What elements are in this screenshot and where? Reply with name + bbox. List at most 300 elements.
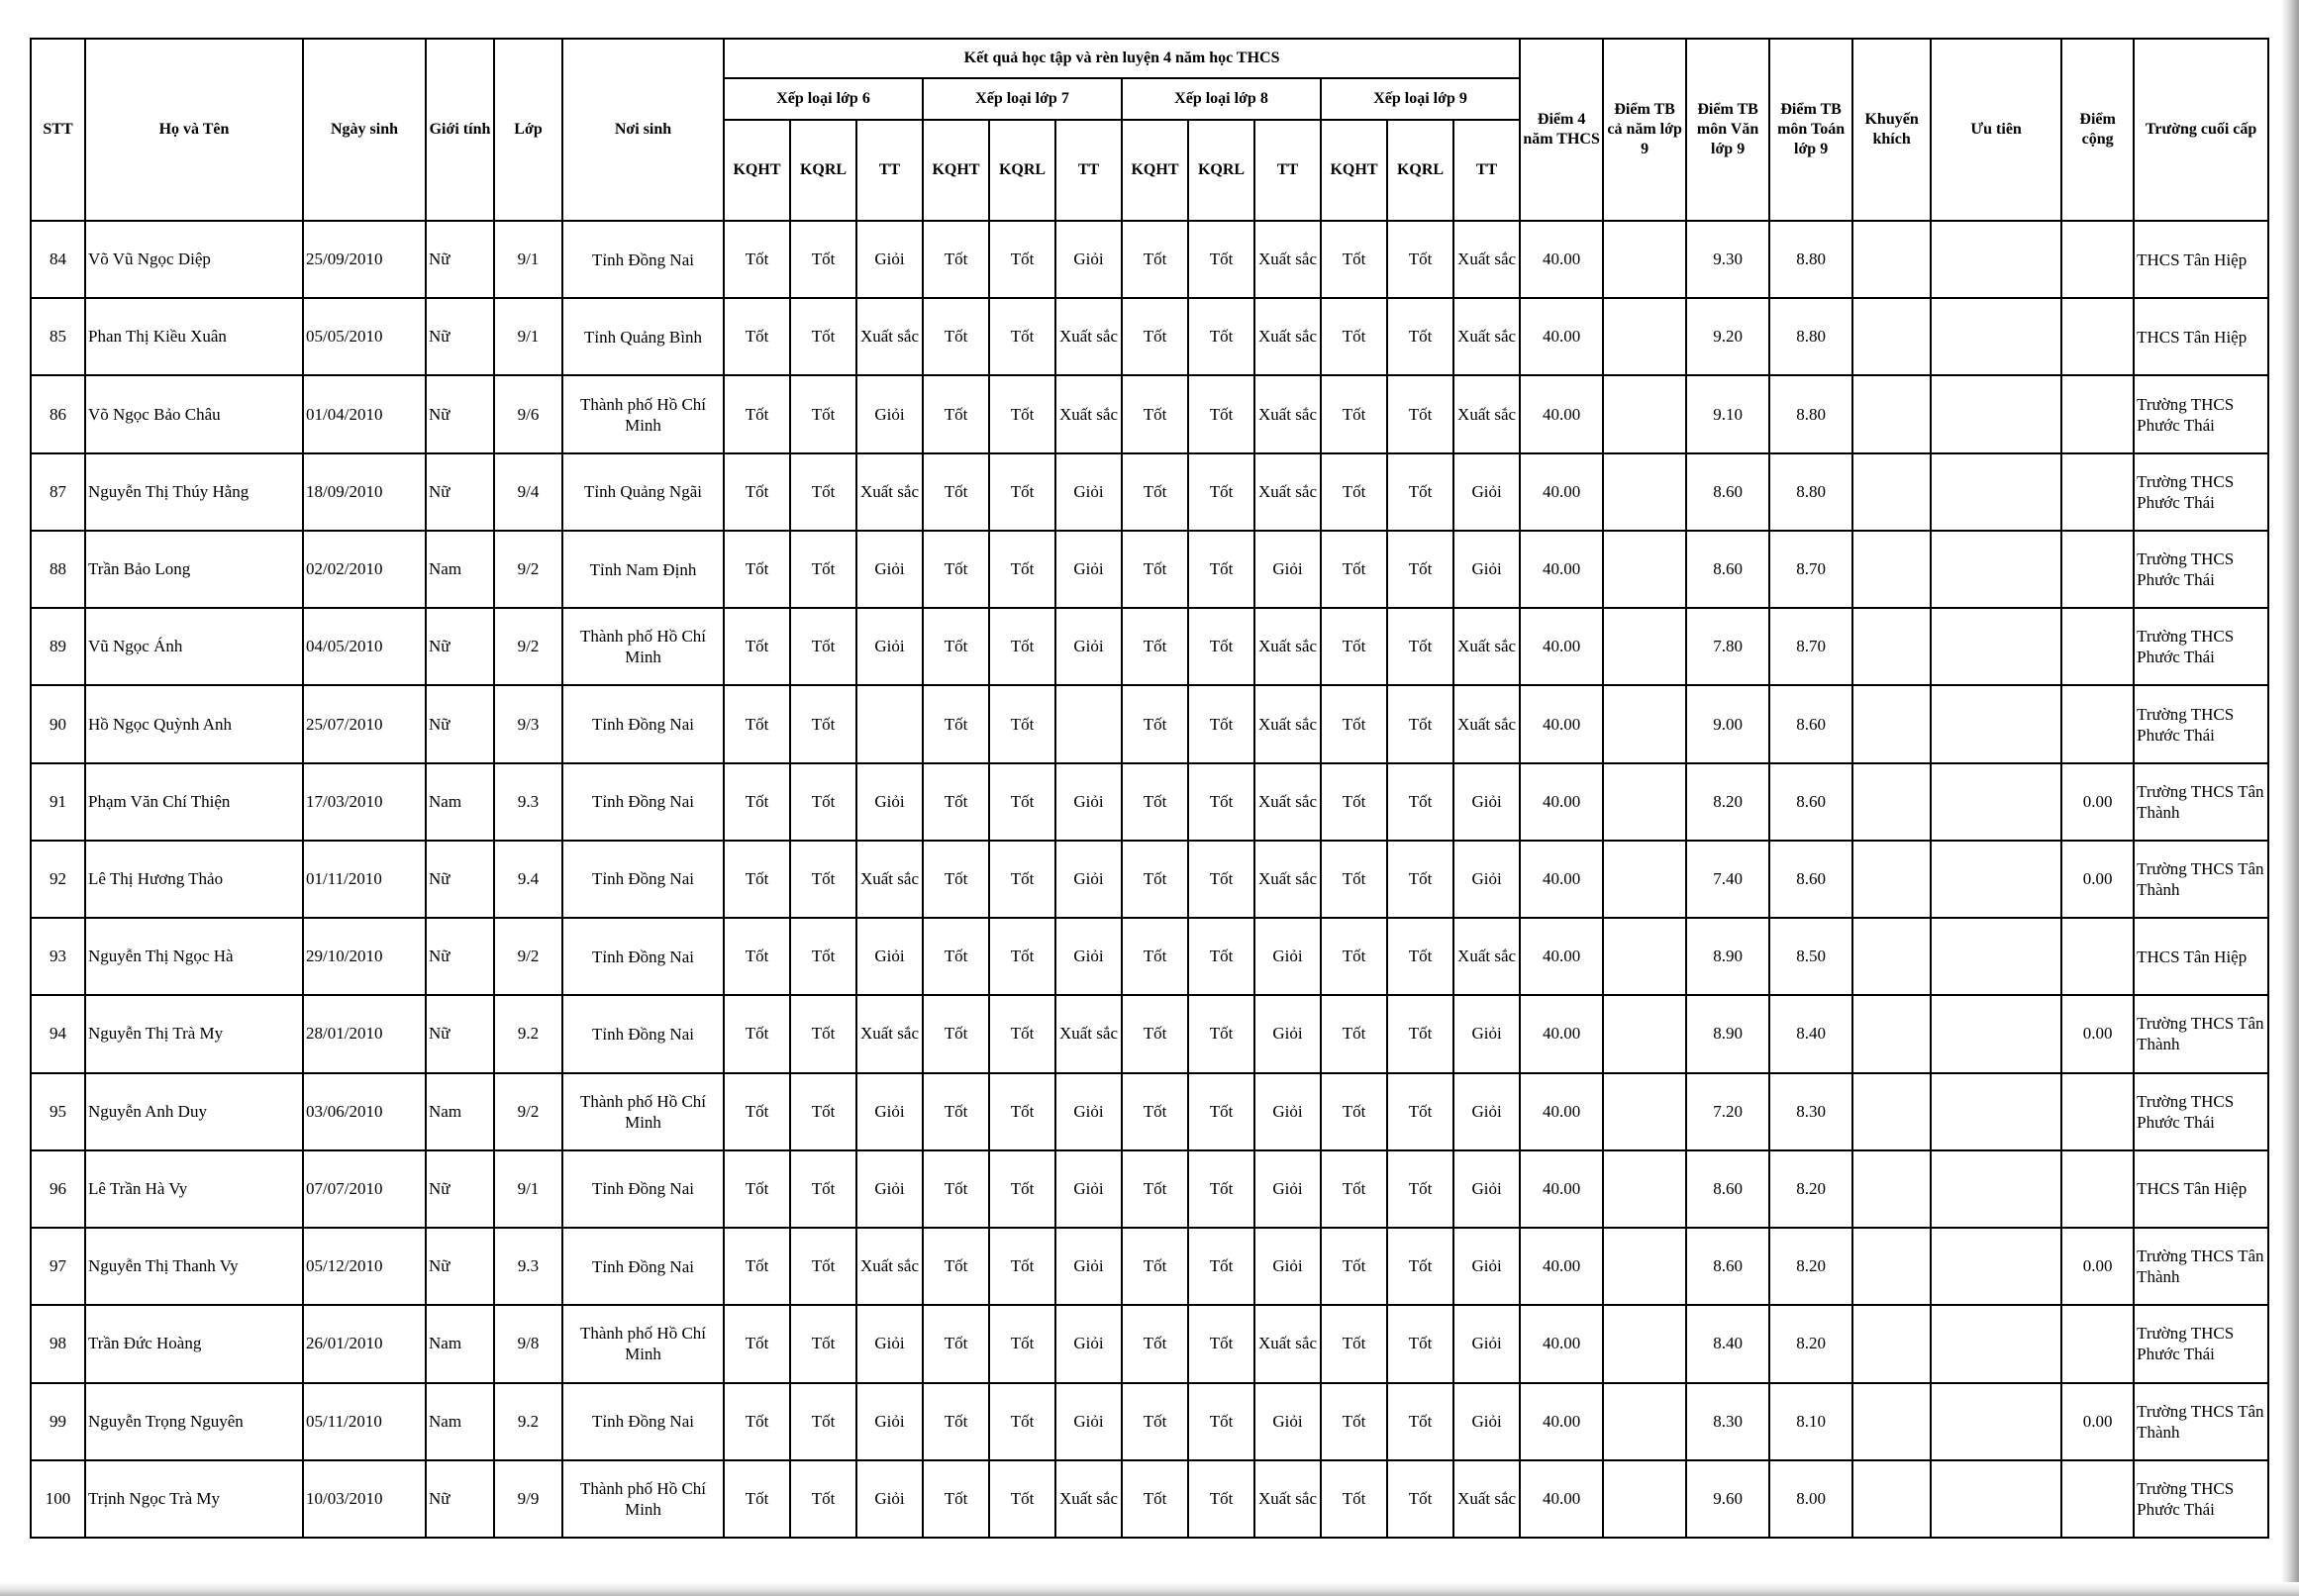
row-g8-kqrl: Tốt [1188, 1228, 1254, 1305]
row-g9-tt: Xuất sắc [1453, 298, 1520, 375]
row-priority [1931, 1228, 2061, 1305]
row-avg-lit9: 8.20 [1686, 763, 1769, 841]
row-g9-kqrl: Tốt [1387, 685, 1453, 762]
row-g9-kqht: Tốt [1321, 375, 1387, 452]
row-g8-kqrl: Tốt [1188, 1460, 1254, 1538]
row-avg-lit9: 7.80 [1686, 608, 1769, 685]
header-row-1 [31, 39, 2268, 78]
table-row [31, 1383, 2268, 1460]
row-g8-tt: Xuất sắc [1254, 1460, 1321, 1538]
row-score4: 40.00 [1520, 1383, 1603, 1460]
row-priority [1931, 1073, 2061, 1150]
header-grade6: Xếp loại lớp 6 [724, 78, 923, 120]
row-bonus [2061, 608, 2134, 685]
row-priority [1931, 995, 2061, 1072]
row-school: THCS Tân Hiệp [2134, 918, 2268, 995]
row-avg-math9: 8.80 [1769, 298, 1852, 375]
row-encourage [1852, 685, 1931, 762]
row-score4: 40.00 [1520, 1150, 1603, 1228]
row-g7-tt [1055, 685, 1122, 762]
row-stt: 100 [31, 1460, 85, 1538]
row-score4: 40.00 [1520, 453, 1603, 531]
row-birthplace: Tỉnh Đồng Nai [562, 1383, 724, 1460]
header-name: Họ và Tên [85, 39, 303, 221]
row-g7-kqrl: Tốt [989, 608, 1055, 685]
table-row [31, 531, 2268, 608]
row-encourage [1852, 375, 1931, 452]
row-priority [1931, 763, 2061, 841]
row-class: 9/2 [494, 1073, 562, 1150]
row-g8-tt: Giỏi [1254, 1383, 1321, 1460]
row-g7-tt: Giỏi [1055, 1383, 1122, 1460]
row-name: Nguyễn Anh Duy [85, 1073, 303, 1150]
row-g8-kqrl: Tốt [1188, 1150, 1254, 1228]
row-g9-kqrl: Tốt [1387, 1305, 1453, 1382]
row-gender: Nữ [426, 995, 494, 1072]
row-g8-kqht: Tốt [1122, 1073, 1188, 1150]
row-avg-math9: 8.00 [1769, 1460, 1852, 1538]
row-g8-kqrl: Tốt [1188, 1383, 1254, 1460]
header-kqrl: KQRL [1188, 120, 1254, 221]
row-g9-kqht: Tốt [1321, 1383, 1387, 1460]
row-name: Phạm Văn Chí Thiện [85, 763, 303, 841]
row-g8-tt: Xuất sắc [1254, 685, 1321, 762]
table-row [31, 375, 2268, 452]
header-dob: Ngày sinh [303, 39, 426, 221]
row-dob: 28/01/2010 [303, 995, 426, 1072]
row-name: Võ Vũ Ngọc Diệp [85, 221, 303, 298]
row-name: Lê Thị Hương Thảo [85, 841, 303, 918]
row-score4: 40.00 [1520, 1228, 1603, 1305]
row-score4: 40.00 [1520, 995, 1603, 1072]
row-g6-tt: Xuất sắc [856, 841, 923, 918]
table-row [31, 1305, 2268, 1382]
row-g9-tt: Giỏi [1453, 1150, 1520, 1228]
row-name: Trần Đức Hoàng [85, 1305, 303, 1382]
row-gender: Nữ [426, 841, 494, 918]
row-g9-kqht: Tốt [1321, 1228, 1387, 1305]
row-g9-tt: Giỏi [1453, 1305, 1520, 1382]
row-priority [1931, 685, 2061, 762]
header-avg-lit9: Điểm TB môn Văn lớp 9 [1686, 39, 1769, 221]
row-avg-lit9: 8.90 [1686, 918, 1769, 995]
row-avg-lit9: 9.00 [1686, 685, 1769, 762]
row-priority [1931, 918, 2061, 995]
row-g6-kqht: Tốt [724, 1460, 790, 1538]
row-class: 9.3 [494, 763, 562, 841]
table-row [31, 1073, 2268, 1150]
row-gender: Nam [426, 1383, 494, 1460]
row-g9-kqrl: Tốt [1387, 221, 1453, 298]
row-avg-lit9: 8.60 [1686, 531, 1769, 608]
row-encourage [1852, 453, 1931, 531]
row-g6-kqht: Tốt [724, 298, 790, 375]
header-bonus: Điểm cộng [2061, 39, 2134, 221]
row-avg-math9: 8.40 [1769, 995, 1852, 1072]
row-g6-kqrl: Tốt [790, 1383, 856, 1460]
row-g7-kqrl: Tốt [989, 453, 1055, 531]
row-g7-kqht: Tốt [923, 1383, 989, 1460]
row-g8-kqht: Tốt [1122, 1383, 1188, 1460]
row-score4: 40.00 [1520, 375, 1603, 452]
row-bonus [2061, 453, 2134, 531]
row-g7-kqrl: Tốt [989, 1073, 1055, 1150]
row-g6-tt: Giỏi [856, 531, 923, 608]
row-g9-kqht: Tốt [1321, 1305, 1387, 1382]
row-g9-tt: Xuất sắc [1453, 1460, 1520, 1538]
row-g7-tt: Xuất sắc [1055, 375, 1122, 452]
row-name: Phan Thị Kiều Xuân [85, 298, 303, 375]
header-kqht: KQHT [1122, 120, 1188, 221]
row-stt: 95 [31, 1073, 85, 1150]
row-avg-math9: 8.20 [1769, 1305, 1852, 1382]
row-class: 9/9 [494, 1460, 562, 1538]
row-stt: 92 [31, 841, 85, 918]
row-dob: 25/07/2010 [303, 685, 426, 762]
row-school: Trường THCS Phước Thái [2134, 1073, 2268, 1150]
row-gender: Nữ [426, 608, 494, 685]
row-g6-kqrl: Tốt [790, 453, 856, 531]
row-g6-tt [856, 685, 923, 762]
header-tt: TT [1055, 120, 1122, 221]
row-birthplace: Thành phố Hồ Chí Minh [562, 1305, 724, 1382]
table-row [31, 608, 2268, 685]
row-avg-lit9: 9.30 [1686, 221, 1769, 298]
row-g8-tt: Xuất sắc [1254, 608, 1321, 685]
row-name: Nguyễn Thị Ngọc Hà [85, 918, 303, 995]
row-dob: 07/07/2010 [303, 1150, 426, 1228]
row-class: 9.3 [494, 1228, 562, 1305]
row-g9-kqrl: Tốt [1387, 918, 1453, 995]
row-bonus: 0.00 [2061, 1383, 2134, 1460]
row-g8-kqht: Tốt [1122, 1150, 1188, 1228]
row-dob: 03/06/2010 [303, 1073, 426, 1150]
row-g7-kqht: Tốt [923, 1073, 989, 1150]
row-school: THCS Tân Hiệp [2134, 221, 2268, 298]
row-g8-tt: Xuất sắc [1254, 1305, 1321, 1382]
row-g8-tt: Xuất sắc [1254, 375, 1321, 452]
row-gender: Nữ [426, 1460, 494, 1538]
row-score4: 40.00 [1520, 1305, 1603, 1382]
row-g8-kqht: Tốt [1122, 763, 1188, 841]
row-g6-kqht: Tốt [724, 531, 790, 608]
row-encourage [1852, 995, 1931, 1072]
row-g6-tt: Giỏi [856, 221, 923, 298]
table-row [31, 1150, 2268, 1228]
row-g6-kqht: Tốt [724, 763, 790, 841]
row-g6-kqrl: Tốt [790, 1460, 856, 1538]
row-g9-tt: Giỏi [1453, 995, 1520, 1072]
header-results-group: Kết quả học tập và rèn luyện 4 năm học THCS [724, 39, 1520, 78]
row-g6-tt: Xuất sắc [856, 1228, 923, 1305]
row-school: THCS Tân Hiệp [2134, 298, 2268, 375]
row-g8-kqht: Tốt [1122, 608, 1188, 685]
row-g9-kqht: Tốt [1321, 995, 1387, 1072]
row-g7-kqrl: Tốt [989, 1383, 1055, 1460]
row-birthplace: Tỉnh Đồng Nai [562, 763, 724, 841]
row-g6-kqrl: Tốt [790, 1150, 856, 1228]
row-stt: 84 [31, 221, 85, 298]
row-g7-kqht: Tốt [923, 1228, 989, 1305]
row-g9-tt: Giỏi [1453, 1228, 1520, 1305]
row-g8-kqht: Tốt [1122, 1228, 1188, 1305]
row-class: 9/6 [494, 375, 562, 452]
row-avg-math9: 8.50 [1769, 918, 1852, 995]
row-birthplace: Tỉnh Quảng Ngãi [562, 453, 724, 531]
row-encourage [1852, 841, 1931, 918]
row-g9-kqht: Tốt [1321, 1073, 1387, 1150]
row-encourage [1852, 298, 1931, 375]
row-school: Trường THCS Phước Thái [2134, 685, 2268, 762]
row-g9-kqht: Tốt [1321, 763, 1387, 841]
row-priority [1931, 608, 2061, 685]
row-name: Nguyễn Thị Thanh Vy [85, 1228, 303, 1305]
row-g7-tt: Giỏi [1055, 221, 1122, 298]
header-kqht: KQHT [923, 120, 989, 221]
row-stt: 90 [31, 685, 85, 762]
row-g6-kqht: Tốt [724, 1073, 790, 1150]
row-class: 9/3 [494, 685, 562, 762]
row-g9-kqrl: Tốt [1387, 1150, 1453, 1228]
row-avg-math9: 8.80 [1769, 375, 1852, 452]
row-score4: 40.00 [1520, 685, 1603, 762]
row-g8-tt: Xuất sắc [1254, 221, 1321, 298]
row-g8-kqrl: Tốt [1188, 375, 1254, 452]
row-g8-kqht: Tốt [1122, 841, 1188, 918]
row-encourage [1852, 1383, 1931, 1460]
row-g7-tt: Xuất sắc [1055, 298, 1122, 375]
row-avg-math9: 8.70 [1769, 531, 1852, 608]
row-g8-kqrl: Tốt [1188, 221, 1254, 298]
row-dob: 05/12/2010 [303, 1228, 426, 1305]
row-g7-kqht: Tốt [923, 221, 989, 298]
row-g8-kqht: Tốt [1122, 375, 1188, 452]
row-class: 9.2 [494, 995, 562, 1072]
row-g9-kqht: Tốt [1321, 1150, 1387, 1228]
row-stt: 96 [31, 1150, 85, 1228]
header-kqrl: KQRL [1387, 120, 1453, 221]
row-g6-kqrl: Tốt [790, 763, 856, 841]
row-name: Vũ Ngọc Ánh [85, 608, 303, 685]
row-g9-tt: Xuất sắc [1453, 608, 1520, 685]
row-priority [1931, 453, 2061, 531]
row-g8-kqht: Tốt [1122, 453, 1188, 531]
row-g7-tt: Giỏi [1055, 608, 1122, 685]
row-g7-tt: Xuất sắc [1055, 995, 1122, 1072]
row-g7-kqrl: Tốt [989, 221, 1055, 298]
row-score4: 40.00 [1520, 841, 1603, 918]
header-school: Trường cuối cấp [2134, 39, 2268, 221]
row-g6-kqht: Tốt [724, 221, 790, 298]
row-g8-kqrl: Tốt [1188, 841, 1254, 918]
row-g7-kqht: Tốt [923, 841, 989, 918]
row-gender: Nam [426, 763, 494, 841]
row-g6-tt: Giỏi [856, 375, 923, 452]
row-birthplace: Tỉnh Đồng Nai [562, 841, 724, 918]
row-g6-kqht: Tốt [724, 918, 790, 995]
row-avg-lit9: 9.10 [1686, 375, 1769, 452]
row-birthplace: Tỉnh Quảng Bình [562, 298, 724, 375]
row-encourage [1852, 221, 1931, 298]
row-birthplace: Tỉnh Đồng Nai [562, 685, 724, 762]
page-shadow-bottom [0, 1582, 2299, 1596]
row-class: 9.4 [494, 841, 562, 918]
row-school: THCS Tân Hiệp [2134, 1150, 2268, 1228]
row-g8-kqrl: Tốt [1188, 298, 1254, 375]
row-g6-tt: Xuất sắc [856, 995, 923, 1072]
row-avg-lit9: 7.20 [1686, 1073, 1769, 1150]
row-g9-tt: Xuất sắc [1453, 918, 1520, 995]
row-stt: 87 [31, 453, 85, 531]
row-g8-kqht: Tốt [1122, 995, 1188, 1072]
row-name: Nguyễn Thị Trà My [85, 995, 303, 1072]
row-g8-kqht: Tốt [1122, 685, 1188, 762]
row-g6-kqrl: Tốt [790, 918, 856, 995]
row-g7-kqht: Tốt [923, 375, 989, 452]
row-avg-year9 [1603, 453, 1686, 531]
row-avg-lit9: 8.60 [1686, 1150, 1769, 1228]
row-g8-kqrl: Tốt [1188, 531, 1254, 608]
row-g8-tt: Xuất sắc [1254, 298, 1321, 375]
row-g7-kqht: Tốt [923, 918, 989, 995]
table-row [31, 763, 2268, 841]
row-bonus: 0.00 [2061, 763, 2134, 841]
row-g6-kqht: Tốt [724, 1383, 790, 1460]
row-encourage [1852, 1305, 1931, 1382]
header-class: Lớp [494, 39, 562, 221]
row-g6-kqrl: Tốt [790, 375, 856, 452]
row-g9-kqrl: Tốt [1387, 1073, 1453, 1150]
row-g6-kqrl: Tốt [790, 608, 856, 685]
row-g6-tt: Giỏi [856, 608, 923, 685]
header-tt: TT [856, 120, 923, 221]
row-gender: Nam [426, 1073, 494, 1150]
row-g9-tt: Xuất sắc [1453, 375, 1520, 452]
row-priority [1931, 1383, 2061, 1460]
row-g6-kqht: Tốt [724, 1228, 790, 1305]
row-birthplace: Thành phố Hồ Chí Minh [562, 375, 724, 452]
table-row [31, 221, 2268, 298]
row-bonus [2061, 531, 2134, 608]
row-class: 9.2 [494, 1383, 562, 1460]
row-score4: 40.00 [1520, 1460, 1603, 1538]
row-avg-year9 [1603, 1305, 1686, 1382]
row-school: Trường THCS Phước Thái [2134, 453, 2268, 531]
row-avg-math9: 8.20 [1769, 1150, 1852, 1228]
row-school: Trường THCS Tân Thành [2134, 1383, 2268, 1460]
row-avg-year9 [1603, 1460, 1686, 1538]
row-g9-kqht: Tốt [1321, 608, 1387, 685]
row-gender: Nữ [426, 453, 494, 531]
row-g6-kqht: Tốt [724, 608, 790, 685]
row-priority [1931, 1305, 2061, 1382]
row-priority [1931, 298, 2061, 375]
row-gender: Nữ [426, 1228, 494, 1305]
row-g8-tt: Giỏi [1254, 918, 1321, 995]
row-gender: Nữ [426, 221, 494, 298]
row-gender: Nam [426, 1305, 494, 1382]
row-g6-kqrl: Tốt [790, 1228, 856, 1305]
row-score4: 40.00 [1520, 918, 1603, 995]
row-g8-kqht: Tốt [1122, 1460, 1188, 1538]
row-encourage [1852, 1073, 1931, 1150]
row-g9-kqrl: Tốt [1387, 763, 1453, 841]
row-school: Trường THCS Phước Thái [2134, 608, 2268, 685]
row-school: Trường THCS Phước Thái [2134, 531, 2268, 608]
row-class: 9/4 [494, 453, 562, 531]
row-g9-kqht: Tốt [1321, 918, 1387, 995]
row-birthplace: Tỉnh Đồng Nai [562, 918, 724, 995]
row-avg-year9 [1603, 1073, 1686, 1150]
row-stt: 97 [31, 1228, 85, 1305]
row-avg-lit9: 8.30 [1686, 1383, 1769, 1460]
header-kqrl: KQRL [790, 120, 856, 221]
row-name: Hồ Ngọc Quỳnh Anh [85, 685, 303, 762]
row-class: 9/1 [494, 1150, 562, 1228]
row-stt: 99 [31, 1383, 85, 1460]
row-stt: 89 [31, 608, 85, 685]
row-encourage [1852, 1228, 1931, 1305]
row-avg-year9 [1603, 841, 1686, 918]
row-class: 9/8 [494, 1305, 562, 1382]
row-g9-kqrl: Tốt [1387, 995, 1453, 1072]
row-g9-tt: Xuất sắc [1453, 685, 1520, 762]
row-school: Trường THCS Phước Thái [2134, 1460, 2268, 1538]
row-g7-tt: Giỏi [1055, 531, 1122, 608]
row-dob: 25/09/2010 [303, 221, 426, 298]
row-g7-kqht: Tốt [923, 1150, 989, 1228]
row-birthplace: Thành phố Hồ Chí Minh [562, 608, 724, 685]
row-dob: 05/11/2010 [303, 1383, 426, 1460]
row-birthplace: Tỉnh Đồng Nai [562, 221, 724, 298]
row-g8-tt: Xuất sắc [1254, 841, 1321, 918]
row-avg-lit9: 8.40 [1686, 1305, 1769, 1382]
row-g6-kqht: Tốt [724, 1150, 790, 1228]
row-score4: 40.00 [1520, 763, 1603, 841]
row-bonus [2061, 918, 2134, 995]
row-g6-tt: Giỏi [856, 1073, 923, 1150]
header-stt: STT [31, 39, 85, 221]
row-g8-kqht: Tốt [1122, 221, 1188, 298]
row-stt: 85 [31, 298, 85, 375]
row-name: Nguyễn Thị Thúy Hằng [85, 453, 303, 531]
row-gender: Nữ [426, 298, 494, 375]
row-g7-kqht: Tốt [923, 995, 989, 1072]
row-avg-math9: 8.60 [1769, 841, 1852, 918]
row-g7-tt: Giỏi [1055, 1150, 1122, 1228]
row-g7-kqrl: Tốt [989, 531, 1055, 608]
row-g6-kqrl: Tốt [790, 221, 856, 298]
row-g7-kqrl: Tốt [989, 375, 1055, 452]
row-avg-lit9: 8.90 [1686, 995, 1769, 1072]
row-name: Võ Ngọc Bảo Châu [85, 375, 303, 452]
row-avg-year9 [1603, 995, 1686, 1072]
row-dob: 02/02/2010 [303, 531, 426, 608]
row-birthplace: Tỉnh Đồng Nai [562, 1228, 724, 1305]
row-score4: 40.00 [1520, 1073, 1603, 1150]
row-g7-kqht: Tốt [923, 685, 989, 762]
header-gender: Giới tính [426, 39, 494, 221]
row-avg-lit9: 9.20 [1686, 298, 1769, 375]
row-score4: 40.00 [1520, 531, 1603, 608]
row-bonus [2061, 1305, 2134, 1382]
row-g7-kqrl: Tốt [989, 1228, 1055, 1305]
row-g7-kqht: Tốt [923, 608, 989, 685]
row-g9-kqrl: Tốt [1387, 1228, 1453, 1305]
row-school: Trường THCS Phước Thái [2134, 1305, 2268, 1382]
row-bonus: 0.00 [2061, 841, 2134, 918]
row-school: Trường THCS Tân Thành [2134, 763, 2268, 841]
